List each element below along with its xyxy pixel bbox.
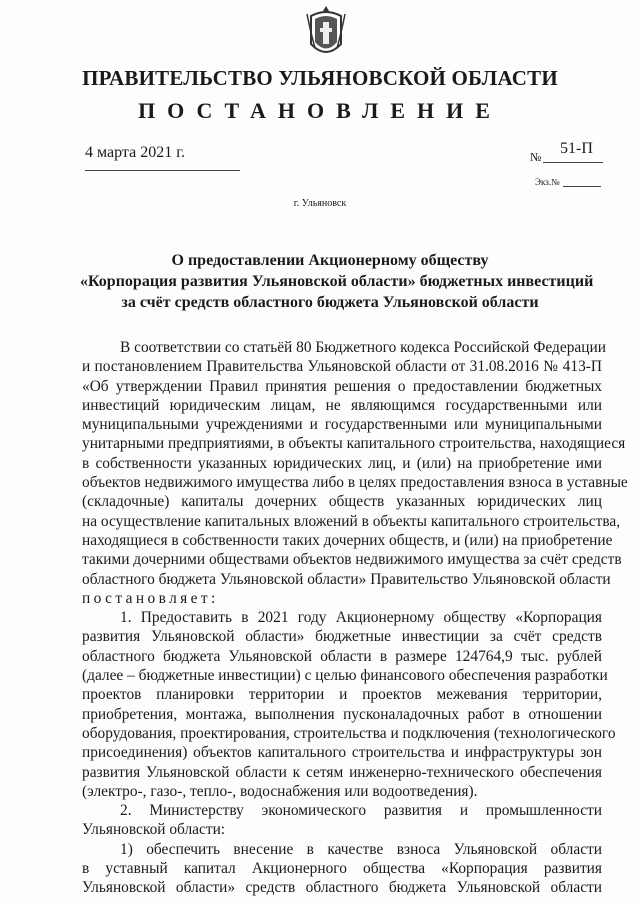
heading-line: О предоставлении Акционерному обществу — [171, 252, 489, 269]
document-type: ПОСТАНОВЛЕНИЕ — [138, 98, 502, 123]
body-line: унитарными предприятиями, в объекты капитального строительства, находящиеся — [82, 435, 626, 453]
body-line: областного бюджета Ульяновской области» Правительство Ульяновской области — [82, 570, 611, 588]
body-line: такими дочерними обществами объектов недвижимого имущества за счёт средств — [82, 551, 622, 569]
copy-number-label: Экз.№ — [535, 177, 560, 187]
body-line: оборудования, проектирования, строительства и подключения (технологического — [82, 724, 616, 742]
body-line: (электро-, газо-, тепло-, водоснабжения или водоотведения). — [82, 782, 478, 800]
coat-of-arms-icon — [305, 4, 347, 64]
body-line: на осуществление капитальных вложений в объекты капитального строительства, — [82, 512, 621, 530]
body-line: В соответствии со статьёй 80 Бюджетного кодекса Российской Федерации — [120, 339, 606, 356]
body-line: 1. Предоставить в 2021 году Акционерному обществу «Корпорация — [120, 609, 602, 627]
body-line: находящиеся в собственности таких дочерних обществ, и (или) на приобретение — [82, 531, 613, 549]
document-date: 4 марта 2021 г. — [85, 144, 185, 161]
copy-number-underline — [563, 186, 601, 187]
body-line: присоединения) объектов капитального строительства и инфраструктуры зон — [82, 744, 602, 762]
government-title: ПРАВИТЕЛЬСТВО УЛЬЯНОВСКОЙ ОБЛАСТИ — [82, 66, 558, 90]
body-line: Ульяновской области: — [82, 821, 226, 839]
body-line: в уставный капитал Акционерного общества «Корпорация развития — [82, 860, 602, 878]
body-line: объектов недвижимого имущества либо в целях предоставления взноса в уставные — [82, 474, 628, 492]
body-line: и постановлением Правительства Ульяновской области от 31.08.2016 № 413-П — [82, 358, 602, 376]
heading-line: за счёт средств областного бюджета Ульяновской области — [121, 294, 539, 311]
body-line: областного бюджета Ульяновской области в размере 124764,9 тыс. рублей — [82, 647, 602, 665]
heading-line: «Корпорация развития Ульяновской области» бюджетных инвестиций — [80, 273, 594, 290]
document-body — [82, 338, 628, 898]
body-line: Ульяновской области» средств областного бюджета Ульяновской области — [82, 879, 602, 897]
body-line: приобретения, монтажа, выполнения пусконаладочных работ в отношении — [82, 705, 602, 723]
body-line: (далее – бюджетные инвестиции) с целью финансового обеспечения разработки — [82, 667, 608, 685]
body-line: 1) обеспечить внесение в качестве взноса Ульяновской области — [120, 840, 602, 858]
date-underline — [85, 170, 240, 171]
body-line: «Об утверждении Правил принятия решения о предоставлении бюджетных — [82, 377, 602, 395]
city: г. Ульяновск — [293, 198, 347, 209]
document-number: 51-П — [560, 140, 593, 157]
body-line: (складочные) капиталы дочерних обществ указанных юридических лиц — [82, 493, 602, 511]
body-line: развития Ульяновской области» бюджетные инвестиции за счёт средств — [82, 628, 602, 646]
number-underline — [543, 162, 603, 163]
body-line: 2. Министерству экономического развития и промышленности — [120, 802, 602, 820]
body-line: инвестиций юридическим лицам, не являющимся государственными или — [82, 396, 602, 414]
body-line: развития Ульяновской области к сетям инженерно-технического обеспечения — [82, 763, 602, 781]
body-line: постановляет: — [82, 589, 219, 607]
body-line: проектов планировки территории и проектов межевания территории, — [82, 686, 602, 704]
document-heading — [80, 250, 594, 313]
number-label: № — [530, 150, 542, 164]
body-line: муниципальными учреждениями и государственными или муниципальными — [82, 416, 602, 434]
body-line: в собственности указанных юридических лиц, и (или) на приобретение ими — [82, 454, 602, 472]
